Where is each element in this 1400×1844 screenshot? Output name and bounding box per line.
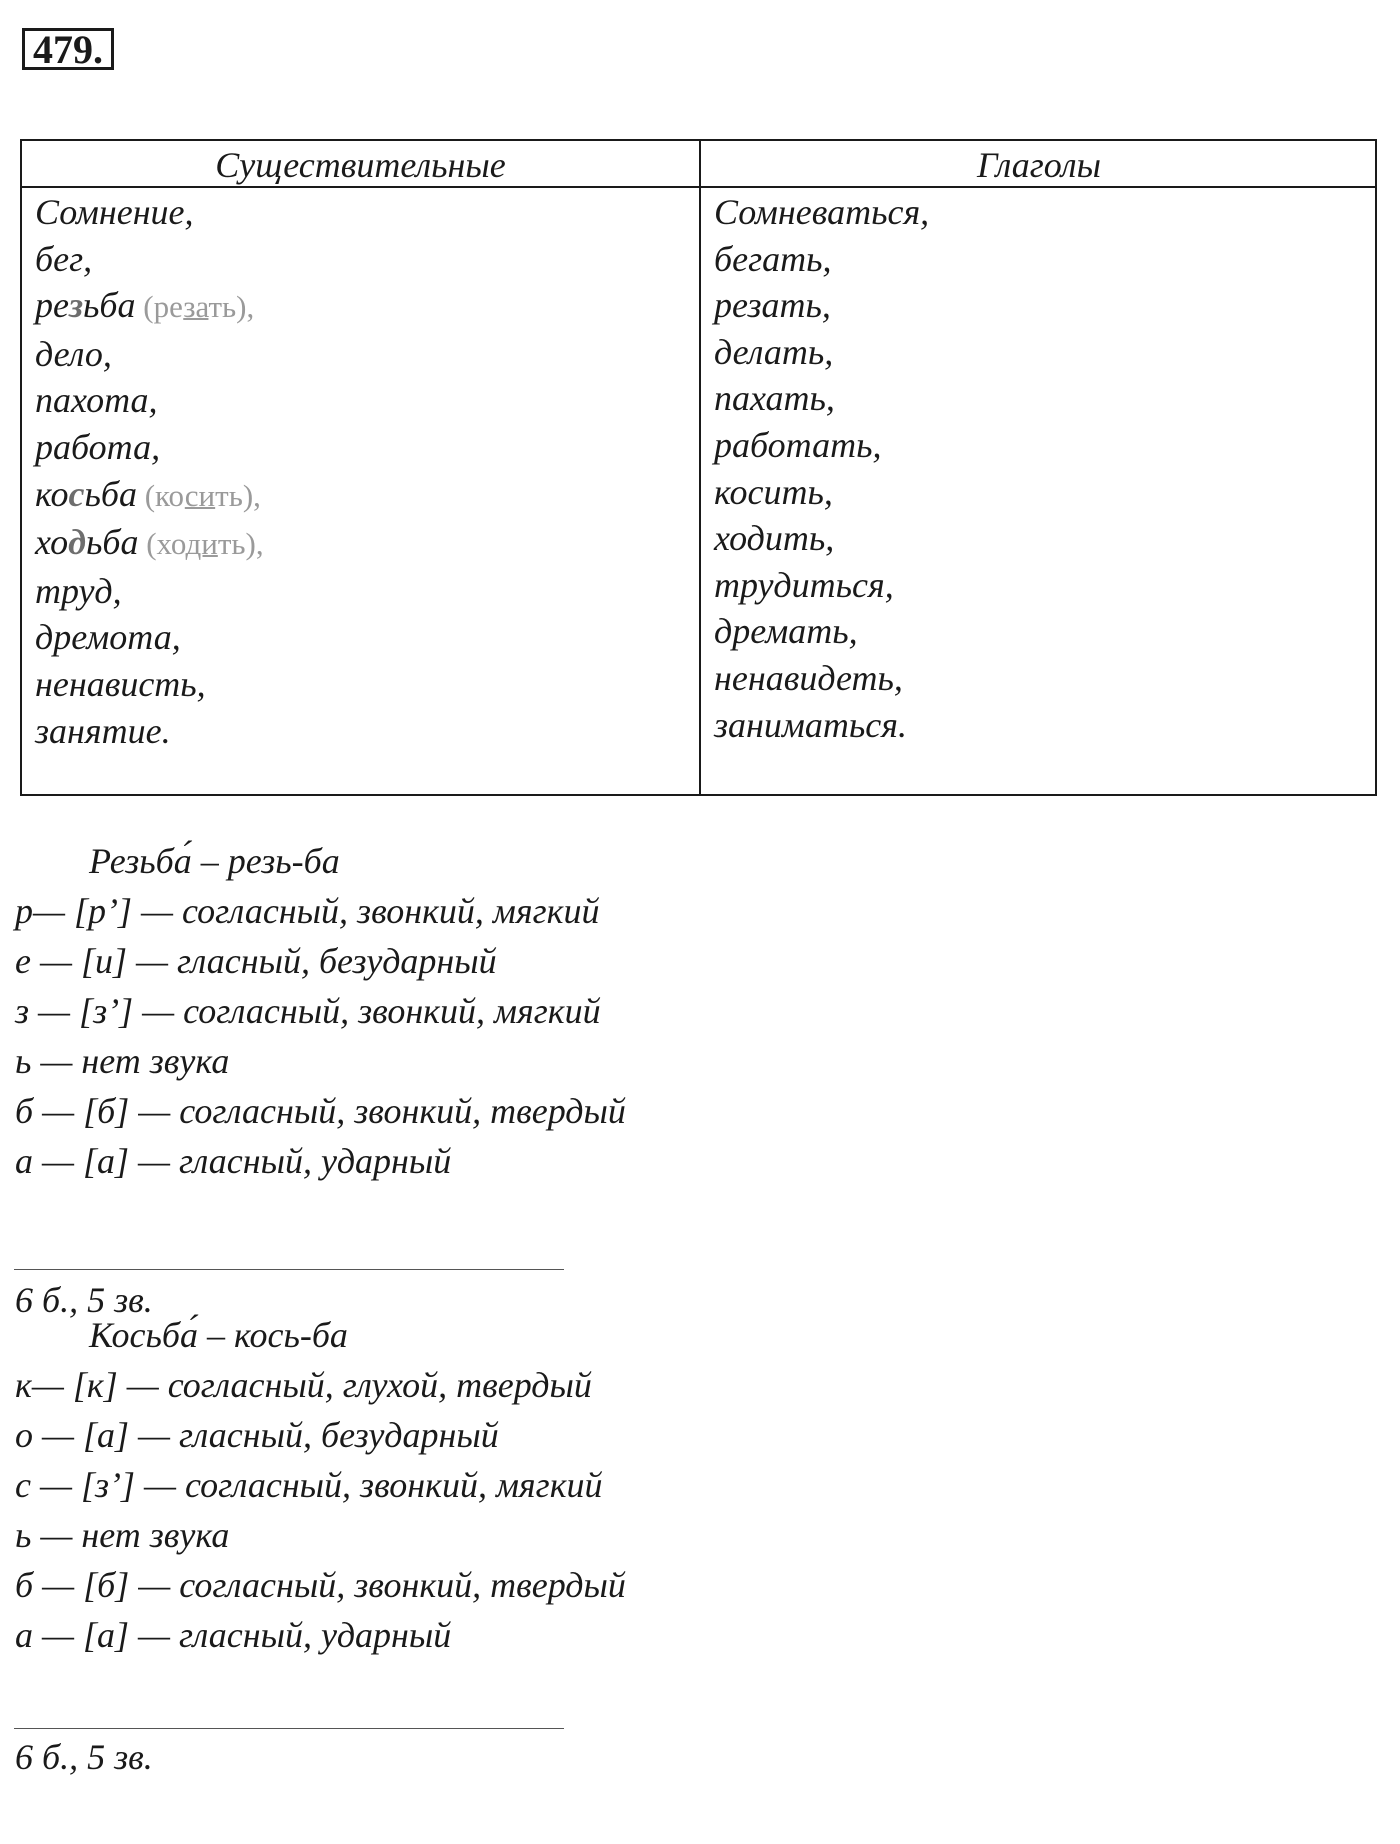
noun-item — [35, 519, 264, 568]
word-table — [20, 139, 1377, 796]
noun-item: бег, — [35, 238, 93, 279]
check-word-hint — [136, 289, 255, 324]
sound-analysis-line: б — [б] — согласный, звонкий, твердый — [15, 1565, 626, 1605]
hint-part: ть), — [215, 477, 261, 513]
word-part: ьба — [84, 473, 137, 514]
sound-analysis-line: з — [з’] — согласный, звонкий, мягкий — [15, 991, 601, 1031]
phonetic-analysis-rezba — [15, 836, 626, 1186]
sound-analysis-line: с — [з’] — согласный, звонкий, мягкий — [15, 1465, 603, 1505]
verb-item: ходить, — [714, 518, 835, 559]
phonetic-analysis-kosba — [15, 1310, 626, 1660]
verb-item: дремать, — [714, 611, 858, 652]
hint-part: ть), — [217, 526, 264, 562]
hint-part: (хо — [138, 526, 186, 562]
divider-line — [14, 1728, 564, 1729]
hint-underlined: си — [184, 477, 216, 513]
noun-list — [35, 189, 264, 754]
verb-item: заниматься. — [714, 704, 907, 745]
noun-item: ненависть, — [35, 663, 206, 704]
verb-item: делать, — [714, 331, 834, 372]
verb-item: трудиться, — [714, 564, 894, 605]
sound-analysis-line: а — [а] — гласный, ударный — [15, 1615, 452, 1655]
column-divider — [699, 141, 701, 794]
header-verbs: Глаголы — [977, 145, 1101, 185]
exercise-number: 479. — [22, 28, 114, 70]
noun-item: дело, — [35, 333, 112, 374]
sound-analysis-line: б — [б] — согласный, звонкий, твердый — [15, 1091, 626, 1131]
noun-item: занятие. — [35, 710, 171, 751]
word-part: ьба — [85, 522, 139, 563]
sound-analysis-line: р— [р’] — согласный, звонкий, мягкий — [15, 891, 600, 931]
analysis-title: Резьба́ – резь-ба — [89, 841, 340, 881]
highlighted-consonant: с — [68, 473, 85, 514]
check-word-hint — [137, 478, 261, 513]
verb-item: резать, — [714, 285, 831, 326]
hint-part: ть), — [208, 289, 255, 325]
sound-analysis-line: е — [и] — гласный, безударный — [15, 941, 497, 981]
sound-analysis-line: о — [а] — гласный, безударный — [15, 1415, 499, 1455]
word-part: хо — [35, 522, 69, 563]
divider-line — [14, 1269, 564, 1270]
word-part: ьба — [83, 285, 136, 326]
analysis-title: Косьба́ – кось-ба — [89, 1315, 348, 1355]
verb-item: бегать, — [714, 238, 832, 279]
highlighted-consonant: з — [68, 285, 84, 326]
noun-item: труд, — [35, 570, 122, 611]
sound-analysis-line: ь — нет звука — [15, 1041, 230, 1081]
letter-sound-count: 6 б., 5 зв. — [15, 1737, 153, 1777]
letter-sound-count: 6 б., 5 зв. — [15, 1280, 153, 1320]
hint-underlined: ди — [185, 526, 218, 562]
verb-item: Сомневаться, — [714, 192, 930, 232]
sound-analysis-line: а — [а] — гласный, ударный — [15, 1141, 452, 1181]
verb-item: косить, — [714, 471, 833, 512]
sound-analysis-line: к— [к] — согласный, глухой, твердый — [15, 1365, 592, 1405]
hint-part: (ко — [136, 477, 185, 513]
verb-item: ненавидеть, — [714, 657, 903, 698]
word-part: ре — [35, 285, 69, 326]
header-nouns: Существительные — [215, 145, 506, 185]
noun-item — [35, 471, 264, 520]
verb-item: пахать, — [714, 378, 835, 419]
noun-item: пахота, — [35, 380, 158, 421]
check-word-hint — [138, 526, 263, 561]
noun-item — [35, 282, 264, 331]
noun-item: работа, — [35, 426, 161, 467]
verb-list — [714, 189, 929, 748]
noun-item: Сомнение, — [35, 192, 194, 232]
word-part: ко — [35, 473, 69, 514]
hint-underlined: за — [183, 289, 209, 325]
verb-item: работать, — [714, 424, 882, 465]
hint-part: (ре — [135, 289, 184, 325]
sound-analysis-line: ь — нет звука — [15, 1515, 230, 1555]
noun-item: дремота, — [35, 617, 181, 658]
highlighted-consonant: д — [68, 522, 86, 563]
